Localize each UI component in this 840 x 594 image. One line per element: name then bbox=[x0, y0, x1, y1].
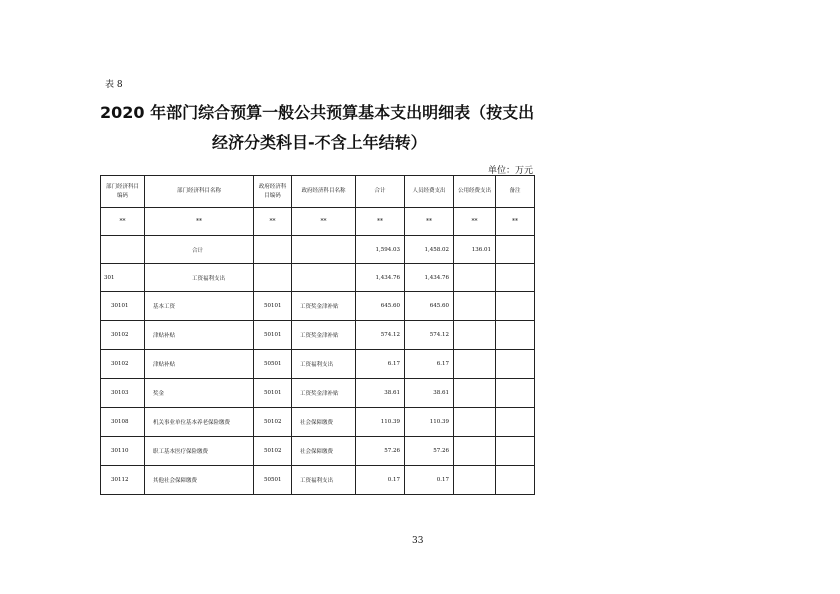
cell-gov-name: 工资福利支出 bbox=[292, 466, 356, 495]
cell-dept-code: 30101 bbox=[101, 292, 145, 321]
page-title bbox=[100, 98, 540, 158]
header-gov-name: 政府经济科目名称 bbox=[292, 176, 356, 208]
table-row bbox=[101, 321, 535, 350]
cell-personnel: 645.60 bbox=[405, 292, 454, 321]
header-dept-name: 部门经济科目名称 bbox=[145, 176, 254, 208]
cell-dept-name: 奖金 bbox=[145, 379, 254, 408]
mark-cell: ** bbox=[496, 208, 535, 236]
cell-personnel: 57.26 bbox=[405, 437, 454, 466]
cell-gov-code: 50101 bbox=[254, 292, 292, 321]
cell-note bbox=[496, 264, 535, 292]
header-total: 合计 bbox=[356, 176, 405, 208]
mark-cell: ** bbox=[292, 208, 356, 236]
cell-public bbox=[454, 292, 496, 321]
title-line-2: 经济分类科目-不含上年结转） bbox=[212, 133, 427, 152]
cell-total: 57.26 bbox=[356, 437, 405, 466]
table-label: 表 8 bbox=[105, 80, 123, 90]
cell-gov-name: 工资奖金津补贴 bbox=[292, 321, 356, 350]
cell-public bbox=[454, 437, 496, 466]
header-public: 公用经费支出 bbox=[454, 176, 496, 208]
table-row bbox=[101, 408, 535, 437]
cell-public bbox=[454, 350, 496, 379]
cell-gov-name bbox=[292, 236, 356, 264]
cell-dept-name: 津贴补贴 bbox=[145, 321, 254, 350]
table-header-row bbox=[101, 176, 535, 208]
cell-dept-code: 301 bbox=[101, 264, 145, 292]
cell-note bbox=[496, 437, 535, 466]
cell-note bbox=[496, 379, 535, 408]
unit-label: 单位：万元 bbox=[488, 166, 534, 176]
cell-total: 1,434.76 bbox=[356, 264, 405, 292]
cell-total: 1,594.03 bbox=[356, 236, 405, 264]
cell-dept-code: 30102 bbox=[101, 321, 145, 350]
cell-note bbox=[496, 408, 535, 437]
title-line-1: 2020 年部门综合预算一般公共预算基本支出明细表（按支出 bbox=[100, 103, 535, 122]
cell-dept-name: 合计 bbox=[145, 236, 254, 264]
table-row bbox=[101, 350, 535, 379]
cell-total: 6.17 bbox=[356, 350, 405, 379]
cell-dept-name: 工资福利支出 bbox=[145, 264, 254, 292]
mark-cell: ** bbox=[145, 208, 254, 236]
cell-public bbox=[454, 408, 496, 437]
cell-dept-code: 30110 bbox=[101, 437, 145, 466]
cell-total: 0.17 bbox=[356, 466, 405, 495]
cell-gov-code: 50102 bbox=[254, 437, 292, 466]
table-row bbox=[101, 264, 535, 292]
cell-gov-code bbox=[254, 264, 292, 292]
cell-public bbox=[454, 379, 496, 408]
cell-gov-name: 社会保障缴费 bbox=[292, 408, 356, 437]
cell-gov-code: 50101 bbox=[254, 321, 292, 350]
cell-total: 645.60 bbox=[356, 292, 405, 321]
header-dept-code: 部门经济科目编码 bbox=[101, 176, 145, 208]
cell-note bbox=[496, 321, 535, 350]
cell-dept-code bbox=[101, 236, 145, 264]
cell-note bbox=[496, 350, 535, 379]
cell-dept-name: 基本工资 bbox=[145, 292, 254, 321]
cell-gov-name: 社会保障缴费 bbox=[292, 437, 356, 466]
cell-gov-name: 工资福利支出 bbox=[292, 350, 356, 379]
cell-total: 110.39 bbox=[356, 408, 405, 437]
cell-gov-code: 50501 bbox=[254, 350, 292, 379]
table-row bbox=[101, 292, 535, 321]
cell-note bbox=[496, 236, 535, 264]
cell-personnel: 1,458.02 bbox=[405, 236, 454, 264]
cell-note bbox=[496, 292, 535, 321]
mark-cell: ** bbox=[101, 208, 145, 236]
cell-personnel: 6.17 bbox=[405, 350, 454, 379]
cell-gov-name: 工资奖金津补贴 bbox=[292, 292, 356, 321]
cell-public bbox=[454, 321, 496, 350]
cell-total: 574.12 bbox=[356, 321, 405, 350]
cell-gov-code bbox=[254, 236, 292, 264]
budget-detail-table bbox=[100, 175, 535, 495]
mark-cell: ** bbox=[454, 208, 496, 236]
table-row bbox=[101, 466, 535, 495]
cell-dept-code: 30102 bbox=[101, 350, 145, 379]
column-index-row bbox=[101, 208, 535, 236]
cell-note bbox=[496, 466, 535, 495]
header-gov-code: 政府经济科目编码 bbox=[254, 176, 292, 208]
cell-public bbox=[454, 264, 496, 292]
mark-cell: ** bbox=[405, 208, 454, 236]
cell-gov-code: 50102 bbox=[254, 408, 292, 437]
mark-cell: ** bbox=[356, 208, 405, 236]
cell-dept-name: 其他社会保障缴费 bbox=[145, 466, 254, 495]
cell-dept-code: 30103 bbox=[101, 379, 145, 408]
cell-personnel: 38.61 bbox=[405, 379, 454, 408]
cell-public bbox=[454, 466, 496, 495]
cell-public: 136.01 bbox=[454, 236, 496, 264]
cell-dept-name: 职工基本医疗保险缴费 bbox=[145, 437, 254, 466]
cell-dept-name: 津贴补贴 bbox=[145, 350, 254, 379]
cell-gov-code: 50101 bbox=[254, 379, 292, 408]
page-number: 33 bbox=[412, 536, 424, 546]
cell-personnel: 574.12 bbox=[405, 321, 454, 350]
table-row bbox=[101, 236, 535, 264]
cell-gov-code: 50501 bbox=[254, 466, 292, 495]
cell-dept-code: 30112 bbox=[101, 466, 145, 495]
cell-dept-name: 机关事业单位基本养老保险缴费 bbox=[145, 408, 254, 437]
cell-gov-name bbox=[292, 264, 356, 292]
table-row bbox=[101, 437, 535, 466]
cell-personnel: 0.17 bbox=[405, 466, 454, 495]
cell-personnel: 110.39 bbox=[405, 408, 454, 437]
header-personnel: 人员经费支出 bbox=[405, 176, 454, 208]
header-note: 备注 bbox=[496, 176, 535, 208]
table-row bbox=[101, 379, 535, 408]
mark-cell: ** bbox=[254, 208, 292, 236]
cell-total: 38.61 bbox=[356, 379, 405, 408]
cell-personnel: 1,434.76 bbox=[405, 264, 454, 292]
cell-dept-code: 30108 bbox=[101, 408, 145, 437]
cell-gov-name: 工资奖金津补贴 bbox=[292, 379, 356, 408]
